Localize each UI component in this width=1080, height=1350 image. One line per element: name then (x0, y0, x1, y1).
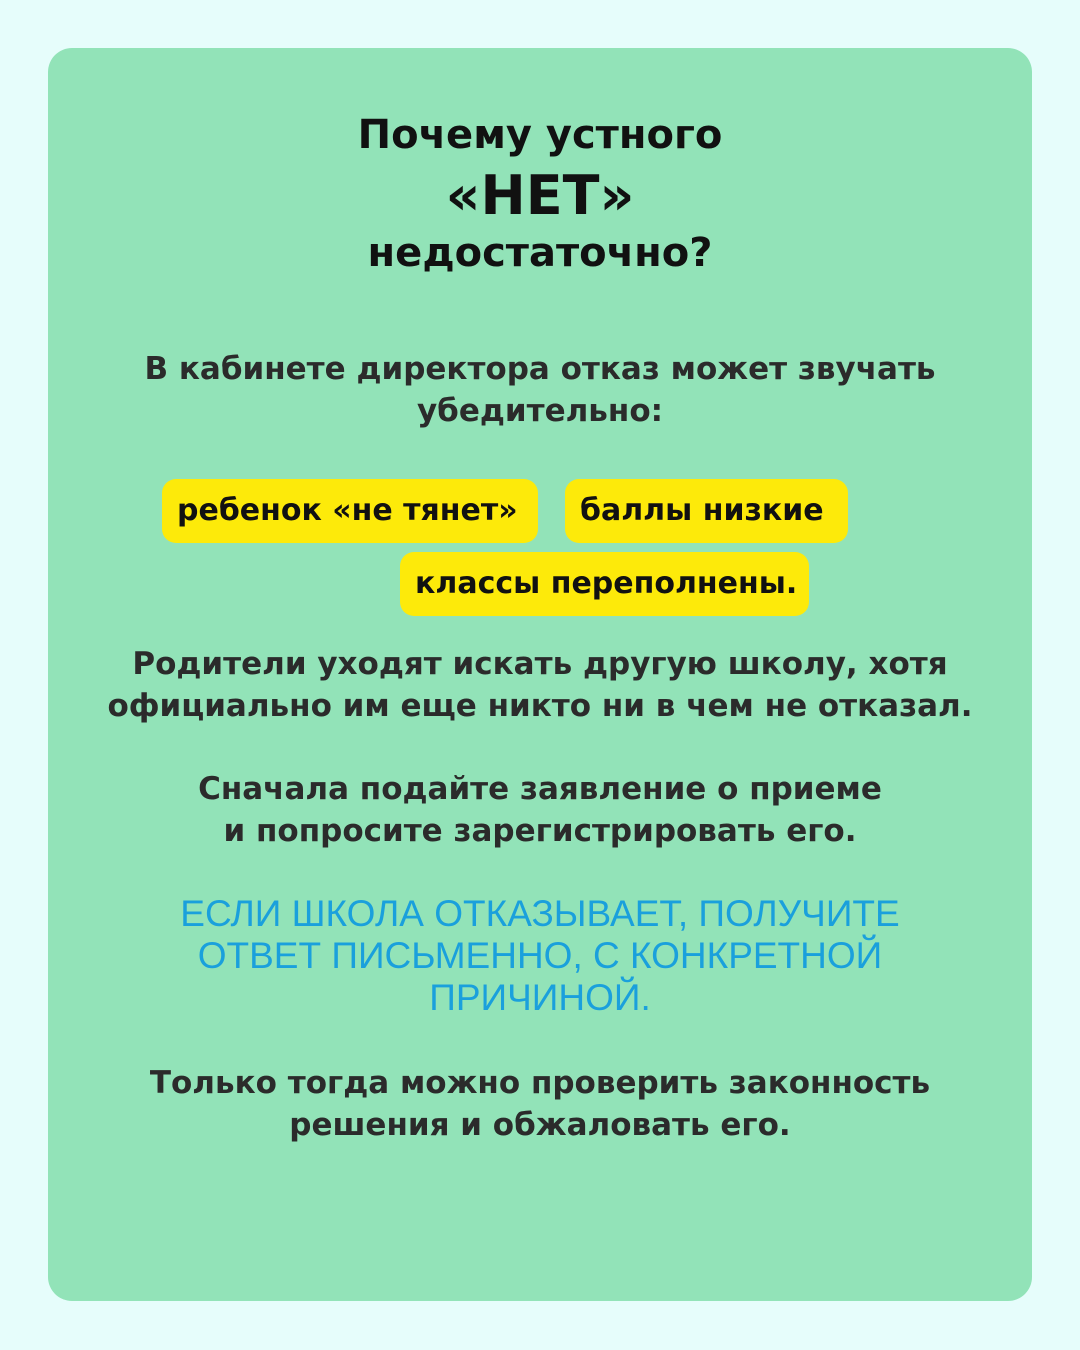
reason-chip: ребенок «не тянет» (162, 479, 538, 543)
final-line: Только тогда можно проверить законность (149, 1065, 931, 1101)
advice-line: Сначала подайте заявление о приеме (198, 771, 882, 807)
parents-line: Родители уходят искать другую школу, хотя (132, 646, 948, 682)
accent-line: ОТВЕТ ПИСЬМЕННО, С КОНКРЕТНОЙ (197, 935, 883, 976)
reason-chip: классы переполнены. (400, 552, 809, 616)
advice-line: и попросите зарегистрировать его. (223, 813, 857, 849)
intro-line: В кабинете директора отказ может звучать (144, 351, 936, 387)
title-line-3: недостаточно? (367, 230, 713, 276)
reason-chip: баллы низкие (565, 479, 848, 543)
accent-line: ЕСЛИ ШКОЛА ОТКАЗЫВАЕТ, ПОЛУЧИТЕ (180, 893, 900, 934)
parents-paragraph (0, 643, 1080, 727)
accent-paragraph (0, 893, 1080, 1019)
parents-line: официально им еще никто ни в чем не отказал. (107, 688, 973, 724)
accent-line: ПРИЧИНОЙ. (429, 977, 651, 1018)
title-line-1: Почему устного (357, 112, 723, 158)
final-paragraph (0, 1062, 1080, 1146)
advice-paragraph (0, 768, 1080, 852)
intro-line: убедительно: (416, 393, 664, 429)
intro-paragraph (0, 348, 1080, 432)
final-line: решения и обжаловать его. (289, 1107, 791, 1143)
title-line-2: «НЕТ» (445, 164, 635, 227)
